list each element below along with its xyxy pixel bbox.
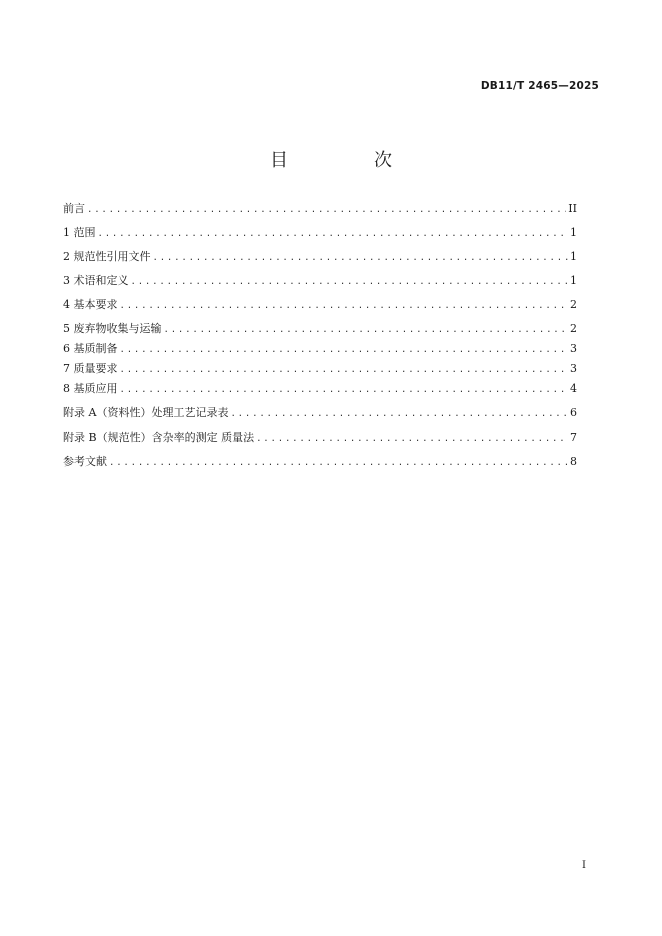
dot-leader (120, 340, 569, 360)
toc-entry-label: 3 术语和定义 (63, 274, 129, 287)
document-code: DB11/T 2465—2025 (480, 80, 599, 92)
dot-leader (230, 404, 568, 424)
toc-entry-label: 参考文献 (63, 455, 107, 468)
toc-entry-label: 5 废弃物收集与运输 (63, 322, 162, 335)
toc-entry-label: 1 范围 (63, 226, 96, 239)
dot-leader (153, 248, 569, 268)
toc-entry-label: 6 基质制备 (63, 342, 118, 355)
toc-entry-label: 8 基质应用 (63, 382, 118, 395)
dot-leader (120, 380, 569, 400)
dot-leader (120, 360, 569, 380)
toc-entry-label: 2 规范性引用文件 (63, 250, 151, 263)
toc-entry-label: 7 质量要求 (63, 362, 118, 375)
dot-leader (109, 453, 568, 473)
toc-entry-label: 附录 A（资料性）处理工艺记录表 (63, 406, 229, 419)
toc-entry-quality-requirements[interactable] (63, 359, 577, 379)
toc-entry-page: II (568, 202, 577, 215)
toc-entry-page: 2 (570, 322, 577, 335)
dot-leader (131, 272, 569, 292)
toc-entry-scope[interactable] (63, 223, 577, 243)
toc-entry-page: 6 (570, 406, 577, 419)
toc-entry-page: 3 (570, 342, 577, 355)
toc-entry-substrate-preparation[interactable] (63, 339, 577, 359)
toc-title: 目 次 (270, 150, 426, 171)
toc-entry-basic-requirements[interactable] (63, 295, 577, 315)
toc-entry-page: 1 (570, 250, 577, 263)
dot-leader (256, 429, 568, 449)
toc-entry-appendix-b[interactable] (63, 428, 577, 448)
toc-entry-bibliography[interactable] (63, 452, 577, 472)
toc-entry-appendix-a[interactable] (63, 403, 577, 423)
toc-entry-label: 附录 B（规范性）含杂率的测定 质量法 (63, 431, 255, 444)
toc-entry-label: 前言 (63, 202, 85, 215)
toc-entry-normative-references[interactable] (63, 247, 577, 267)
dot-leader (120, 296, 569, 316)
toc-entry-page: 4 (570, 382, 577, 395)
dot-leader (98, 224, 569, 244)
toc-entry-page: 2 (570, 298, 577, 311)
toc-entry-page: 1 (570, 274, 577, 287)
toc-entry-page: 3 (570, 362, 577, 375)
page-number: I (582, 860, 586, 871)
toc-entry-waste-collection[interactable] (63, 319, 577, 339)
toc-entry-foreword[interactable] (63, 199, 577, 219)
toc-entry-terms-definitions[interactable] (63, 271, 577, 291)
toc-entry-page: 7 (570, 431, 577, 444)
dot-leader (87, 200, 566, 220)
toc-entry-substrate-application[interactable] (63, 379, 577, 399)
toc-entry-page: 1 (570, 226, 577, 239)
toc-entry-label: 4 基本要求 (63, 298, 118, 311)
dot-leader (164, 320, 569, 340)
toc-entry-page: 8 (570, 455, 577, 468)
